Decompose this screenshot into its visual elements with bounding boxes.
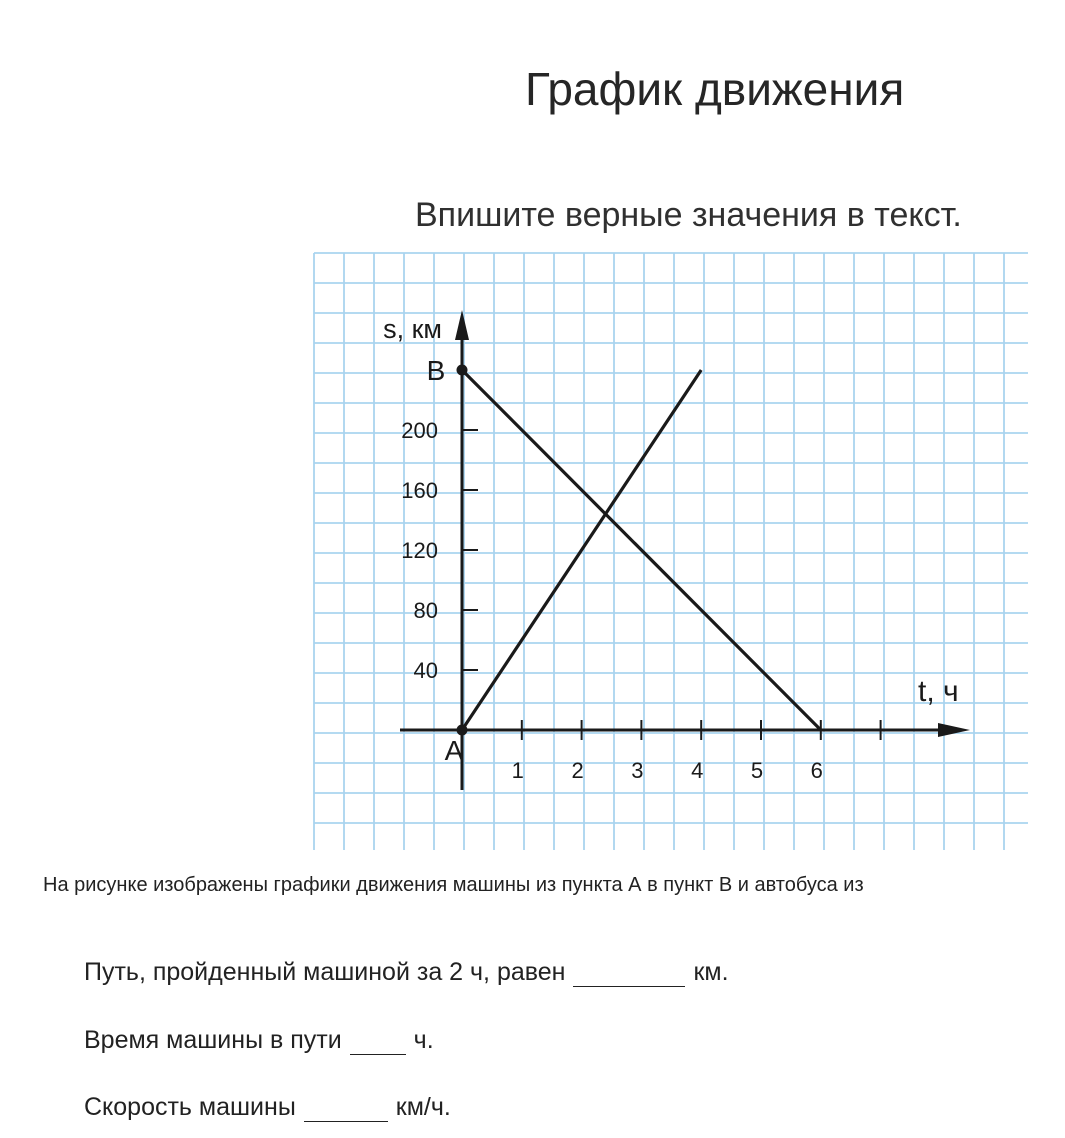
point-marker: [457, 725, 468, 736]
description-text: На рисунке изображены графики движения машины из пункта А в пункт В и автобуса из: [43, 874, 864, 896]
question-speed-text: Скорость машины: [84, 1093, 296, 1121]
labels: [383, 314, 959, 783]
question-time-unit: ч.: [413, 1026, 434, 1054]
y-axis-arrow: [455, 310, 469, 340]
point-marker: [457, 365, 468, 376]
speed-answer-input[interactable]: [304, 1095, 388, 1122]
y-tick-label: 200: [401, 418, 438, 443]
question-distance-unit: км.: [693, 958, 729, 986]
y-tick-label: 120: [401, 538, 438, 563]
y-tick-label: 40: [413, 658, 438, 683]
x-axis-label: t, ч: [918, 675, 959, 708]
x-tick-label: 3: [631, 758, 644, 783]
x-axis-arrow: [938, 723, 970, 737]
x-tick-label: 6: [810, 758, 823, 783]
x-tick-label: 4: [691, 758, 704, 783]
point-label: A: [444, 735, 464, 766]
x-tick-label: 2: [571, 758, 584, 783]
instruction-text: Впишите верные значения в текст.: [415, 196, 962, 234]
y-tick-label: 80: [413, 598, 438, 623]
y-tick-label: 160: [401, 478, 438, 503]
time-answer-input[interactable]: [350, 1028, 406, 1055]
page-title: График движения: [525, 63, 905, 115]
y-axis-label: s, км: [383, 314, 442, 344]
motion-chart: [310, 248, 1030, 854]
x-tick-label: 5: [750, 758, 764, 783]
question-speed-unit: км/ч.: [395, 1093, 451, 1121]
series: [457, 365, 821, 736]
question-speed: [84, 1093, 451, 1122]
question-time-text: Время машины в пути: [84, 1026, 342, 1054]
series-line: [462, 370, 701, 730]
series-line: [462, 370, 821, 730]
distance-answer-input[interactable]: [573, 960, 685, 987]
x-tick-label: 1: [511, 758, 524, 783]
point-label: B: [426, 355, 446, 386]
question-time: [84, 1026, 434, 1055]
question-distance: [84, 958, 729, 987]
question-distance-text: Путь, пройденный машиной за 2 ч, равен: [84, 958, 566, 986]
